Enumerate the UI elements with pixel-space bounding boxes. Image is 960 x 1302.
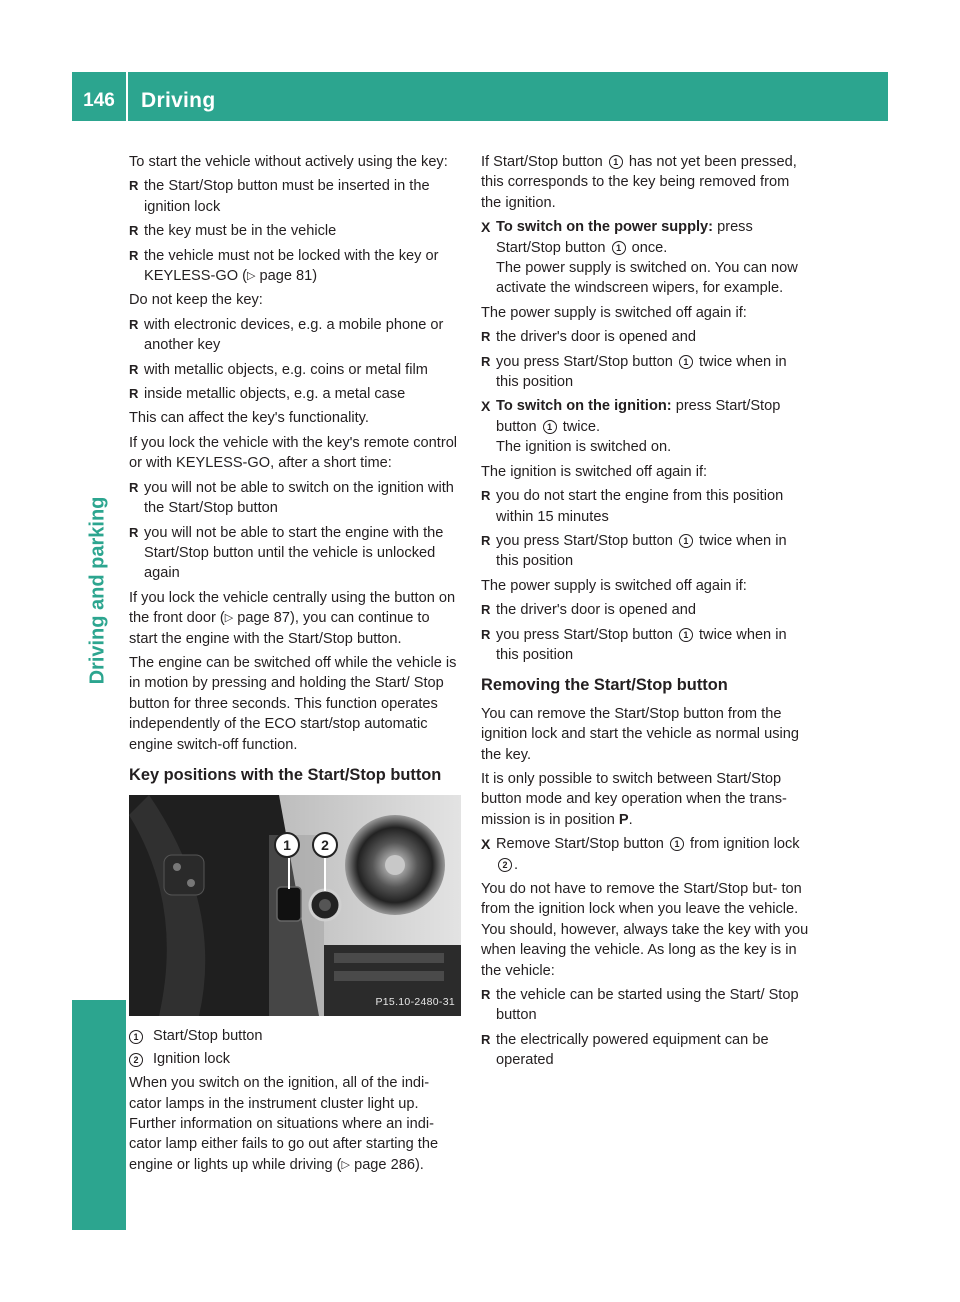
step-arrow-icon: X bbox=[481, 836, 491, 853]
paragraph-text: When you switch on the ignition, all of the indi- cator lamps in the instrument cluster light up. Further information on situations where an indi- cator lamp either fails to go out after starting the engine or lights up while driving ( bbox=[129, 1075, 439, 1173]
header-divider bbox=[126, 72, 128, 121]
step-title: To switch on the ignition: bbox=[496, 398, 672, 415]
side-tab-block bbox=[72, 1000, 126, 1230]
step-arrow-icon: X bbox=[481, 398, 491, 415]
list-item-text: twice when in this position bbox=[496, 532, 787, 570]
paragraph: To start the vehicle without actively using the key: bbox=[129, 154, 448, 170]
step-text: press Start/Stop button bbox=[496, 398, 781, 435]
legend-text: Start/Stop button bbox=[153, 1028, 263, 1045]
callout-1-icon: 1 bbox=[670, 837, 684, 851]
list-item bbox=[481, 625, 813, 666]
subheading: Removing the Start/Stop button bbox=[481, 676, 728, 695]
side-tab bbox=[70, 200, 126, 980]
callout-1-icon: 1 bbox=[543, 420, 557, 434]
list-item: R you will not be able to start the engine with the Start/Stop button until the vehicle is unlocked again bbox=[129, 523, 461, 584]
callout-1-icon: 1 bbox=[679, 628, 693, 642]
left-column bbox=[129, 152, 461, 1179]
list-item-text: you press Start/Stop button bbox=[496, 353, 673, 370]
step-text: press Start/Stop button bbox=[496, 219, 753, 256]
paragraph: This can affect the key's functionality. bbox=[129, 410, 369, 427]
callout-2-icon: 2 bbox=[498, 858, 512, 872]
list-item: R the Start/Stop button must be inserted in the ignition lock bbox=[129, 176, 461, 217]
callout-1-icon: 1 bbox=[612, 241, 626, 255]
paragraph: You can remove the Start/Stop button from the ignition lock and start the vehicle as normal using the key. bbox=[481, 705, 799, 763]
callout-1-icon: 1 bbox=[609, 155, 623, 169]
key-positions-figure bbox=[129, 795, 461, 1016]
step-result: The power supply is switched on. You can now activate the windscreen wipers, for example. bbox=[496, 260, 798, 297]
legend-item bbox=[129, 1049, 461, 1069]
callout-1-icon: 1 bbox=[679, 534, 693, 548]
instruction-step bbox=[481, 217, 813, 299]
list-item: R the driver's door is opened and bbox=[481, 327, 813, 347]
list-item bbox=[481, 531, 813, 572]
instruction-step bbox=[481, 396, 813, 457]
instruction-step bbox=[481, 834, 813, 875]
paragraph bbox=[129, 1073, 461, 1175]
list-item: R with electronic devices, e.g. a mobile phone or another key bbox=[129, 315, 461, 356]
callout-1-icon: 1 bbox=[129, 1030, 143, 1044]
step-arrow-icon: X bbox=[481, 219, 491, 236]
page-ref-arrow-icon: ▷ bbox=[341, 1158, 351, 1171]
step-text: from ignition lock bbox=[690, 836, 800, 853]
paragraph bbox=[481, 152, 813, 213]
figure-code: P15.10-2480-31 bbox=[375, 995, 455, 1008]
list-item: R you will not be able to switch on the ignition with the Start/Stop button bbox=[129, 478, 461, 519]
side-tab-label: Driving and parking bbox=[86, 496, 109, 684]
legend-text: Ignition lock bbox=[153, 1050, 231, 1067]
list-item: R the vehicle can be started using the Start/ Stop button bbox=[481, 985, 813, 1026]
paragraph-text: If Start/Stop button bbox=[481, 154, 603, 170]
list-item-text: twice when in this position bbox=[496, 626, 787, 663]
paragraph bbox=[129, 588, 461, 649]
list-item: R the driver's door is opened and bbox=[481, 600, 813, 620]
list-item-text: the vehicle must not be locked with the key or KEYLESS-GO ( bbox=[144, 247, 439, 285]
list-item-text: you press Start/Stop button bbox=[496, 626, 673, 643]
step-text: once. bbox=[631, 239, 668, 256]
step-text: . bbox=[514, 856, 519, 873]
section-title: Driving bbox=[141, 89, 216, 112]
paragraph-text: It is only possible to switch between Start/Stop button mode and key operation when the trans- mission is in position bbox=[481, 770, 787, 828]
callout-1-icon: 1 bbox=[679, 355, 693, 369]
list-item: R you do not start the engine from this position within 15 minutes bbox=[481, 486, 813, 527]
list-item-text: twice when in this position bbox=[496, 353, 787, 391]
page-number: 146 bbox=[83, 90, 115, 111]
page-ref[interactable]: page 286). bbox=[354, 1156, 424, 1173]
step-result: The ignition is switched on. bbox=[496, 439, 672, 456]
paragraph: The power supply is switched off again if: bbox=[481, 304, 747, 321]
step-title: To switch on the power supply: bbox=[496, 219, 714, 236]
list-item: R with metallic objects, e.g. coins or metal film bbox=[129, 360, 461, 380]
page-ref-arrow-icon: ▷ bbox=[247, 270, 256, 283]
callout-2-icon: 2 bbox=[129, 1053, 143, 1067]
step-text: Remove Start/Stop button bbox=[496, 836, 664, 853]
page-ref-arrow-icon: ▷ bbox=[224, 612, 234, 625]
paragraph: If you lock the vehicle with the key's remote control or with KEYLESS-GO, after a short time: bbox=[129, 434, 458, 472]
list-item-text: you press Start/Stop button bbox=[496, 532, 673, 549]
paragraph: The power supply is switched off again if: bbox=[481, 577, 747, 594]
right-column bbox=[481, 152, 813, 1075]
page-ref[interactable]: page 87), you can continue to start the engine with the Start/Stop button. bbox=[129, 610, 430, 647]
paragraph: The ignition is switched off again if: bbox=[481, 463, 708, 480]
paragraph bbox=[481, 769, 813, 830]
paragraph: The engine can be switched off while the vehicle is in motion by pressing and holding the Start/ Stop button for three seconds. This function operates independently of the ECO start/stop automatic engine switch-off function. bbox=[129, 654, 457, 753]
list-item: R the electrically powered equipment can be operated bbox=[481, 1030, 813, 1071]
legend-item bbox=[129, 1026, 461, 1046]
paragraph-text: If you lock the vehicle centrally using the button on the front door ( bbox=[129, 589, 456, 627]
step-text: twice. bbox=[562, 418, 601, 435]
list-item bbox=[481, 352, 813, 393]
subheading: Key positions with the Start/Stop button bbox=[129, 765, 442, 784]
gear-position: P bbox=[618, 811, 629, 828]
callout-2: 2 bbox=[321, 837, 329, 854]
list-item: R the key must be in the vehicle bbox=[129, 221, 461, 241]
list-item: R inside metallic objects, e.g. a metal case bbox=[129, 384, 461, 404]
paragraph: Do not keep the key: bbox=[129, 292, 263, 309]
paragraph: You do not have to remove the Start/Stop but- ton from the ignition lock when you leave the vehicle. You should, however, always take the key with you when leaving the vehicle. As long as the key is in the vehicle: bbox=[481, 881, 809, 979]
paragraph-text: . bbox=[628, 811, 633, 828]
paragraph-text: has not yet been pressed, this corresponds to the key being removed from the ignition. bbox=[481, 154, 797, 211]
key-positions-illustration bbox=[129, 795, 461, 1016]
list-item bbox=[129, 246, 461, 287]
callout-1: 1 bbox=[283, 837, 291, 854]
page-ref[interactable]: page 81) bbox=[259, 268, 318, 285]
